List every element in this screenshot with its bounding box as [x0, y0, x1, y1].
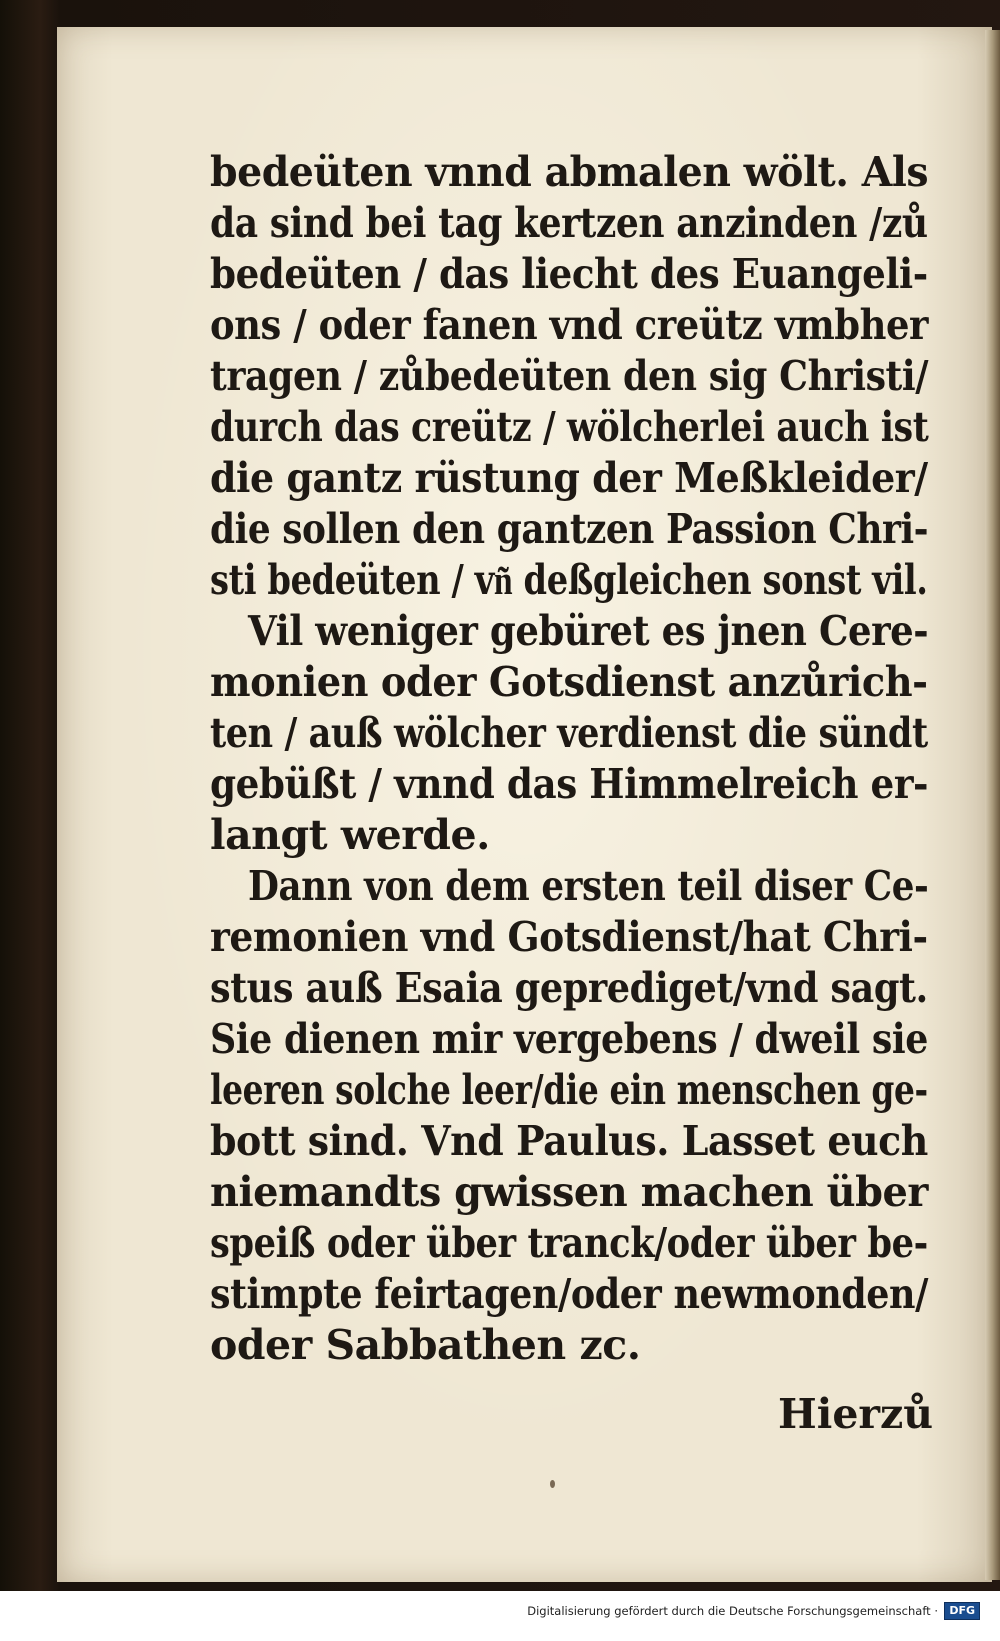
text-line: oder Sabbathen zc. [210, 1321, 641, 1369]
text-line: Vil weniger gebüret es jnen Cere- [248, 607, 929, 655]
text-line: gebüßt / vnnd das Himmelreich er- [210, 760, 929, 808]
text-line: bedeüten vnnd abmalen wölt. Als [210, 148, 929, 196]
page-edge [985, 30, 1000, 1580]
text-line: langt werde. [210, 811, 490, 859]
text-line: stimpte feirtagen/oder newmonden/ [210, 1270, 928, 1318]
text-line: remonien vnd Gotsdienst/hat Chri- [210, 913, 928, 961]
paper-speck [550, 1480, 555, 1488]
text-line: ons / oder fanen vnd creütz vmbher [210, 301, 929, 349]
funding-credit: Digitalisierung gefördert durch die Deutsche Forschungsgemeinschaft · [527, 1604, 938, 1618]
text-line: die gantz rüstung der Meßkleider/ [210, 454, 928, 502]
text-line: monien oder Gotsdienst anzůrich- [210, 658, 928, 706]
text-line: bedeüten / das liecht des Euangeli- [210, 250, 928, 298]
text-line: da sind bei tag kertzen anzinden /zů [210, 199, 928, 247]
footer-bar [0, 1591, 1000, 1641]
text-line: Dann von dem ersten teil diser Ce- [248, 862, 929, 910]
catchword: Hierzů [778, 1390, 934, 1438]
text-line: stus auß Esaia geprediget/vnd sagt. [210, 964, 928, 1012]
text-line: bott sind. Vnd Paulus. Lasset euch [210, 1117, 928, 1165]
text-line: tragen / zůbedeüten den sig Christi/ [210, 352, 929, 400]
dfg-logo: DFG [944, 1602, 980, 1620]
text-line: durch das creütz / wölcherlei auch ist [210, 403, 929, 451]
text-line: leeren solche leer/die ein menschen ge- [210, 1066, 928, 1114]
text-line: speiß oder über tranck/oder über be- [210, 1219, 928, 1267]
text-line: ten / auß wölcher verdienst die sündt [210, 709, 928, 757]
text-line: Sie dienen mir vergebens / dweil sie [210, 1015, 928, 1063]
text-line: sti bedeüten / vn͂ deßgleichen sonst vil. [210, 556, 928, 604]
text-line: die sollen den gantzen Passion Chri- [210, 505, 929, 553]
text-line: niemandts gwissen machen über [210, 1168, 928, 1216]
